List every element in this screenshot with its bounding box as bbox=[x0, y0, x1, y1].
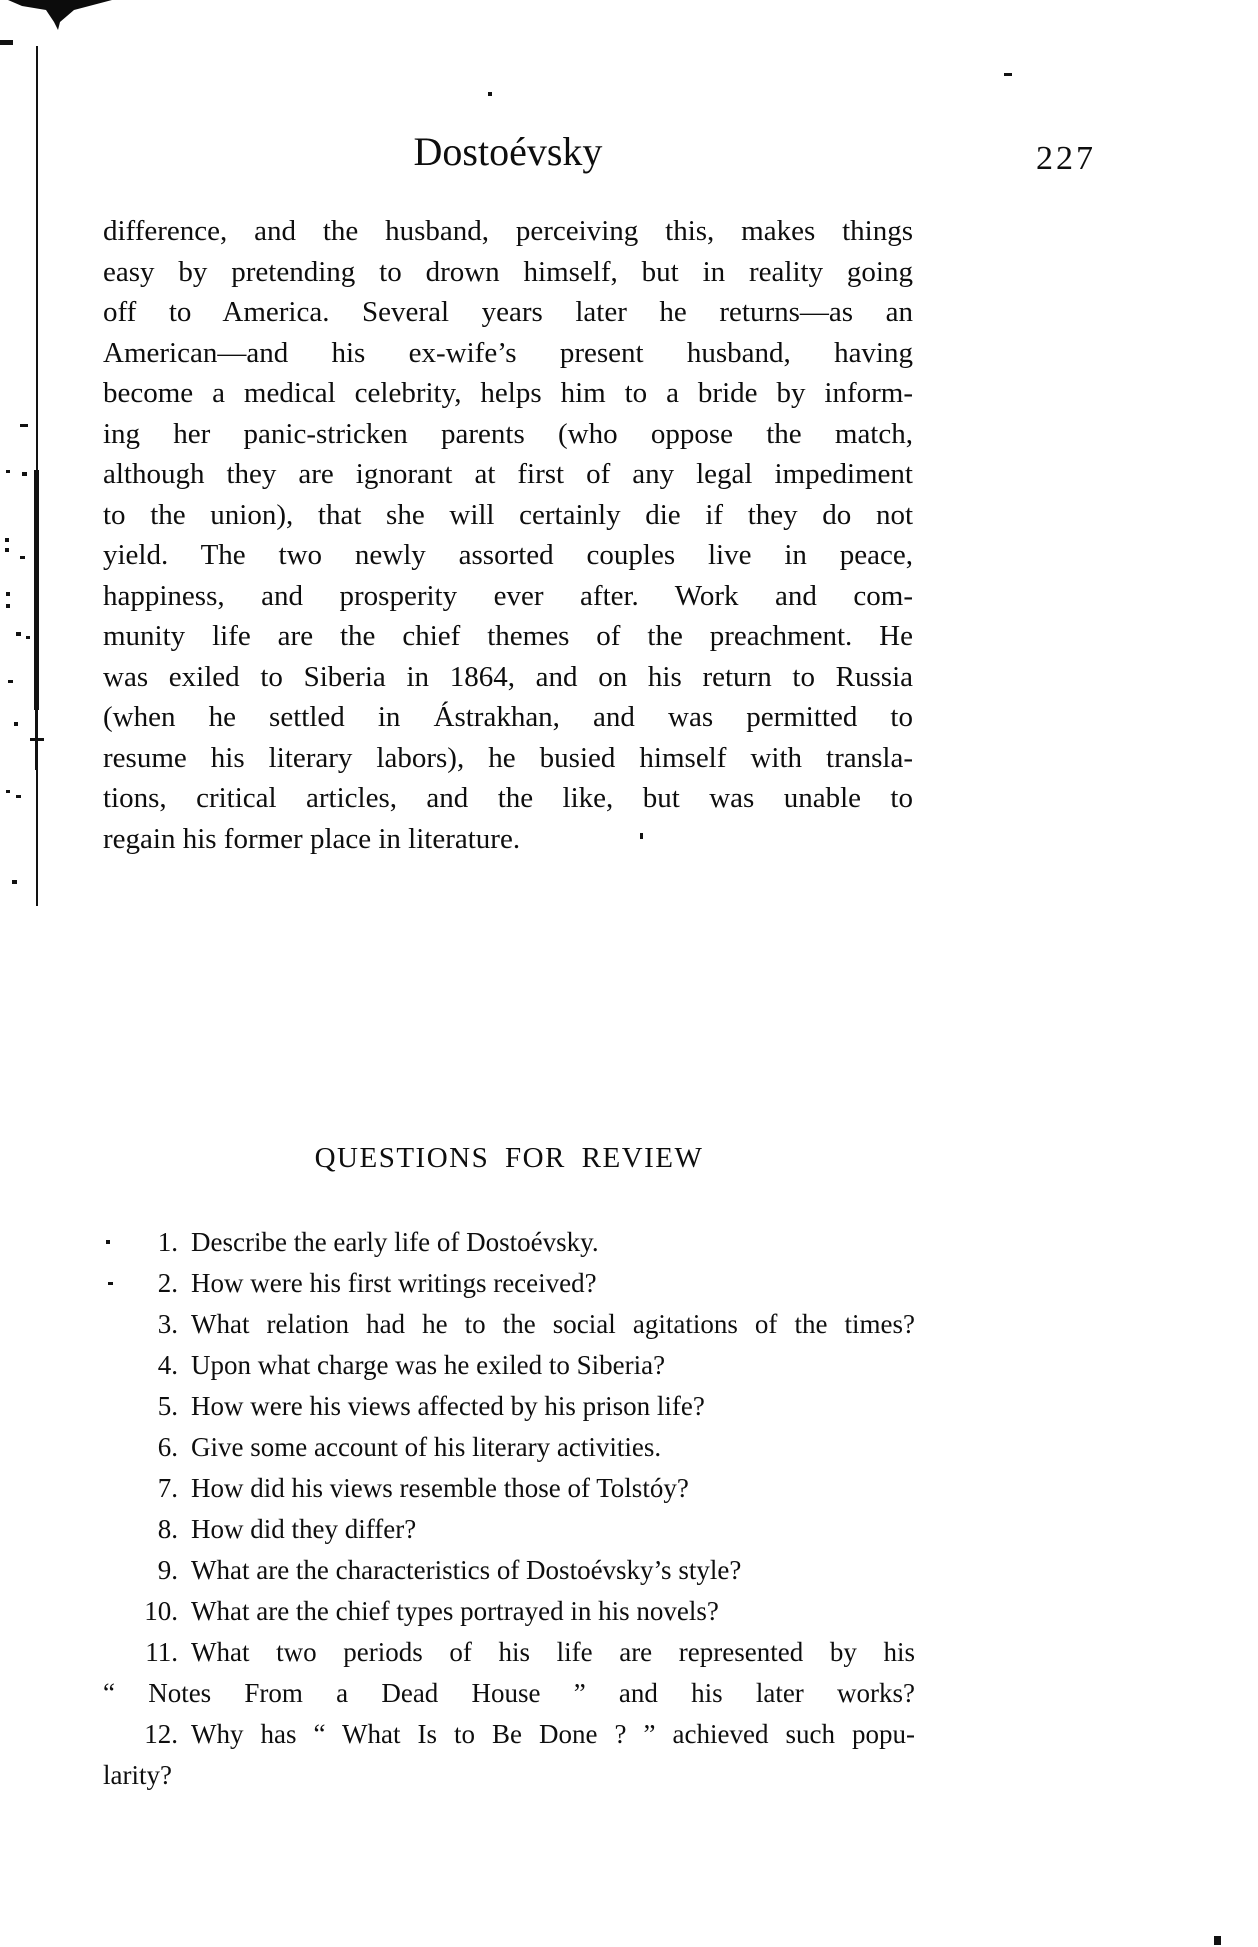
scan-artifact-speck bbox=[108, 1282, 113, 1285]
scan-artifact-speck bbox=[5, 548, 9, 552]
page-number: 227 bbox=[1036, 140, 1096, 177]
question-number: 3. bbox=[157, 1309, 178, 1339]
question-item bbox=[103, 1386, 915, 1427]
paragraph-line: American—and his ex-wife’s present husband, having bbox=[103, 336, 913, 369]
question-item bbox=[103, 1591, 915, 1632]
scan-artifact-speck bbox=[6, 790, 10, 793]
questions-list bbox=[103, 1222, 915, 1796]
question-item bbox=[103, 1714, 915, 1755]
scan-artifact-speck bbox=[640, 833, 643, 839]
paragraph-line: easy by pretending to drown himself, but in reality going bbox=[103, 255, 913, 288]
paragraph-line: although they are ignorant at first of any legal impediment bbox=[103, 458, 913, 490]
scan-artifact-speck bbox=[6, 470, 10, 473]
scan-artifact-speck bbox=[14, 722, 18, 726]
question-text: Why has “ What Is to Be Done ? ” achieved such popu- bbox=[191, 1719, 915, 1749]
question-item bbox=[103, 1468, 915, 1509]
question-number: 10. bbox=[144, 1596, 178, 1626]
scan-artifact-speck bbox=[6, 592, 10, 596]
question-number: 1. bbox=[157, 1227, 178, 1257]
question-item bbox=[103, 1222, 915, 1263]
paragraph-line: regain his former place in literature. bbox=[103, 822, 521, 855]
paragraph-line: become a medical celebrity, helps him to a bride by inform- bbox=[103, 377, 913, 409]
question-text: How did his views resemble those of Tolstóy? bbox=[191, 1473, 689, 1503]
question-text: What two periods of his life are represented by his bbox=[191, 1637, 915, 1667]
scan-artifact-speck bbox=[16, 795, 21, 798]
paragraph-line: yield. The two newly assorted couples live in peace, bbox=[103, 539, 913, 571]
question-number: 6. bbox=[157, 1432, 178, 1462]
question-number: 4. bbox=[157, 1350, 178, 1380]
question-number: 2. bbox=[157, 1268, 178, 1298]
scan-artifact-speck bbox=[12, 880, 17, 884]
question-number: 12. bbox=[144, 1719, 178, 1749]
scan-artifact-speck bbox=[1004, 73, 1012, 76]
scan-artifact-corner-blob bbox=[8, 0, 118, 30]
scan-artifact-speck bbox=[8, 680, 13, 683]
paragraph-line: difference, and the husband, perceiving this, makes things bbox=[103, 215, 913, 247]
question-text: Upon what charge was he exiled to Siberia? bbox=[191, 1350, 666, 1380]
question-continuation: “ Notes From a Dead House ” and his later works? bbox=[103, 1678, 915, 1708]
section-heading: QUESTIONS FOR REVIEW bbox=[314, 1142, 704, 1174]
body-paragraph bbox=[103, 211, 913, 859]
question-text: What are the characteristics of Dostoévsky’s style? bbox=[191, 1555, 742, 1585]
scan-artifact-speck bbox=[16, 632, 21, 636]
paragraph-line: tions, critical articles, and the like, but was unable to bbox=[103, 782, 913, 814]
question-number: 5. bbox=[157, 1391, 178, 1421]
question-item bbox=[103, 1550, 915, 1591]
paragraph-line: ing her panic-stricken parents (who oppose the match, bbox=[103, 417, 913, 450]
scan-artifact-speck bbox=[1214, 1936, 1221, 1945]
question-item bbox=[103, 1263, 915, 1304]
paragraph-line: happiness, and prosperity ever after. Work and com- bbox=[103, 579, 913, 612]
scan-artifact-dash bbox=[0, 40, 13, 45]
paragraph-line: (when he settled in Ástrakhan, and was permitted to bbox=[103, 701, 913, 733]
scan-artifact-speck bbox=[20, 424, 28, 427]
question-number: 7. bbox=[157, 1473, 178, 1503]
question-number: 9. bbox=[157, 1555, 178, 1585]
scan-artifact-margin-rule-blotch bbox=[35, 700, 38, 770]
scan-artifact-speck bbox=[22, 472, 27, 476]
question-text: What relation had he to the social agitations of the times? bbox=[191, 1309, 915, 1339]
scan-artifact-speck bbox=[488, 92, 492, 96]
question-text: Describe the early life of Dostoévsky. bbox=[191, 1227, 599, 1257]
scan-artifact-speck bbox=[20, 556, 25, 559]
question-text: How were his first writings received? bbox=[191, 1268, 597, 1298]
question-item bbox=[103, 1632, 915, 1673]
paragraph-line: resume his literary labors), he busied himself with transla- bbox=[103, 741, 913, 774]
question-text: How were his views affected by his prison life? bbox=[191, 1391, 705, 1421]
question-continuation: larity? bbox=[103, 1760, 172, 1790]
scan-artifact-tick bbox=[30, 738, 44, 741]
scan-artifact-speck bbox=[6, 604, 10, 608]
paragraph-line: munity life are the chief themes of the preachment. He bbox=[103, 620, 913, 652]
question-text: How did they differ? bbox=[191, 1514, 417, 1544]
question-item bbox=[103, 1304, 915, 1345]
scan-artifact-speck bbox=[106, 1240, 110, 1244]
page-title: Dostoévsky bbox=[413, 129, 603, 174]
question-item bbox=[103, 1345, 915, 1386]
question-number: 11. bbox=[145, 1637, 178, 1667]
question-text: What are the chief types portrayed in his novels? bbox=[191, 1596, 719, 1626]
scan-artifact-speck bbox=[5, 538, 9, 542]
question-item bbox=[103, 1427, 915, 1468]
scan-artifact-speck bbox=[26, 636, 30, 639]
scan-artifact-margin-rule-blotch bbox=[34, 470, 39, 710]
paragraph-line: off to America. Several years later he returns—as an bbox=[103, 296, 913, 328]
question-item bbox=[103, 1509, 915, 1550]
question-number: 8. bbox=[157, 1514, 178, 1544]
paragraph-line: was exiled to Siberia in 1864, and on his return to Russia bbox=[103, 660, 913, 693]
question-text: Give some account of his literary activities. bbox=[191, 1432, 662, 1462]
paragraph-line: to the union), that she will certainly die if they do not bbox=[103, 498, 913, 531]
